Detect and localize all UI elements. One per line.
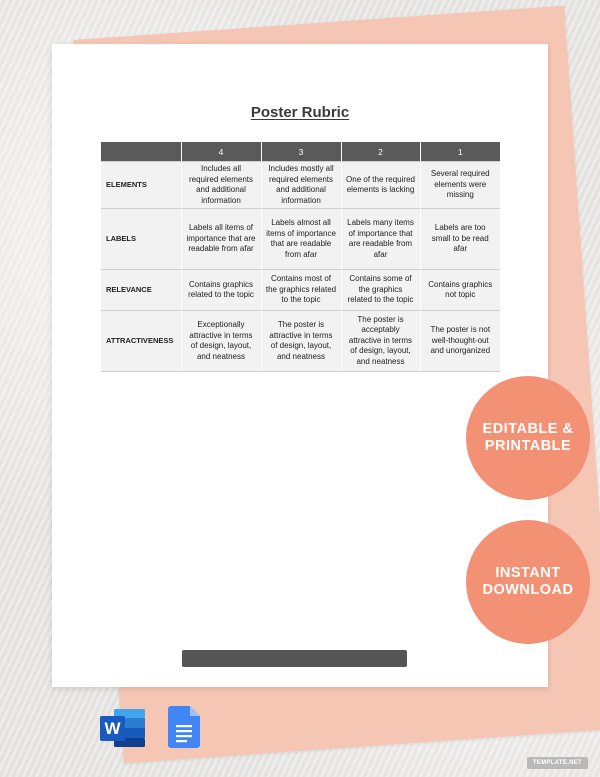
table-cell: Labels are too small to be read afar — [420, 209, 500, 270]
document-title-text: Poster Rubric — [250, 104, 350, 121]
rubric-row-attractiveness — [101, 311, 500, 372]
rubric-row-relevance — [101, 270, 500, 311]
table-cell: Several required elements were missing — [420, 162, 500, 209]
table-cell: Contains graphics related to the topic — [181, 270, 261, 311]
instant-download-badge[interactable] — [466, 520, 590, 644]
badge-line: PRINTABLE — [484, 438, 572, 454]
header-cell-score-3: 3 — [261, 142, 341, 162]
download-bar[interactable] — [182, 650, 407, 667]
table-cell: Contains graphics not topic — [420, 270, 500, 311]
document-title — [0, 104, 600, 121]
header-cell-score-4: 4 — [181, 142, 261, 162]
google-docs-icon — [168, 706, 200, 748]
header-cell-score-2: 2 — [341, 142, 420, 162]
rubric-table — [101, 142, 500, 372]
template-watermark: TEMPLATE.NET — [527, 757, 588, 769]
badge-line: DOWNLOAD — [482, 582, 574, 598]
badge-line: EDITABLE & — [482, 421, 574, 437]
table-cell: Labels almost all items of importance that are readable from afar — [261, 209, 341, 270]
badge-line: INSTANT — [495, 565, 561, 581]
table-cell: Labels all items of importance that are readable from afar — [181, 209, 261, 270]
table-cell: Exceptionally attractive in terms of design, layout, and neatness — [181, 311, 261, 372]
rubric-row-labels — [101, 209, 500, 270]
table-cell: Includes mostly all required elements and additional information — [261, 162, 341, 209]
table-cell: The poster is acceptably attractive in terms of design, layout, and neatness — [341, 311, 420, 372]
table-cell: Includes all required elements and additional information — [181, 162, 261, 209]
table-cell: Contains most of the graphics related to the topic — [261, 270, 341, 311]
header-cell-criteria — [101, 142, 181, 162]
header-cell-score-1: 1 — [420, 142, 500, 162]
row-label: LABELS — [101, 209, 181, 270]
word-icon-letter: W — [104, 719, 121, 738]
microsoft-word-icon — [100, 708, 146, 748]
table-cell: The poster is not well-thought-out and unorganized — [420, 311, 500, 372]
table-cell: The poster is attractive in terms of design, layout, and neatness — [261, 311, 341, 372]
table-cell: Contains some of the graphics related to the topic — [341, 270, 420, 311]
rubric-header-row — [101, 142, 500, 162]
table-cell: Labels many items of importance that are readable from afar — [341, 209, 420, 270]
table-cell: One of the required elements is lacking — [341, 162, 420, 209]
row-label: RELEVANCE — [101, 270, 181, 311]
row-label: ATTRACTIVENESS — [101, 311, 181, 372]
row-label: ELEMENTS — [101, 162, 181, 209]
rubric-row-elements — [101, 162, 500, 209]
editable-printable-badge — [466, 376, 590, 500]
